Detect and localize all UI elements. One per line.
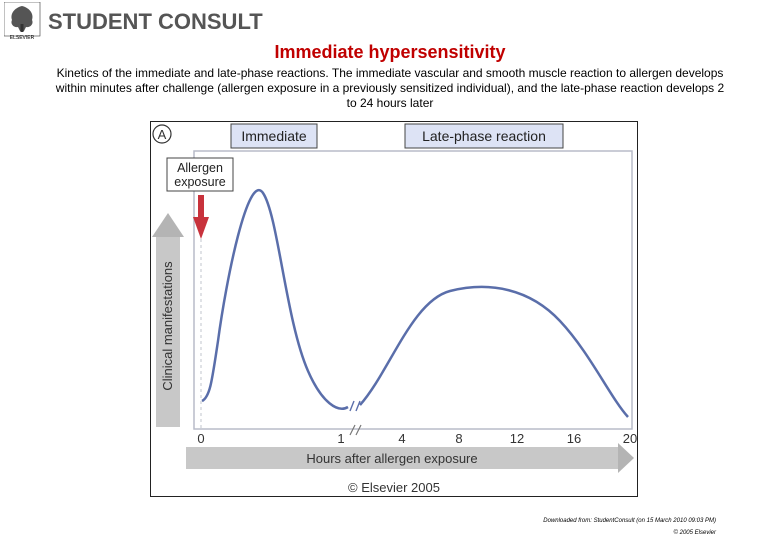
x-tick-label: 1 <box>337 431 345 446</box>
immediate-label <box>231 124 317 148</box>
late-phase-label <box>405 124 563 148</box>
svg-text:Late-phase reaction: Late-phase reaction <box>422 128 546 144</box>
x-tick-label: 20 <box>622 431 638 446</box>
svg-text:exposure: exposure <box>174 175 226 189</box>
x-axis-label: Hours after allergen exposure <box>306 451 478 466</box>
allergen-exposure-label <box>167 158 233 191</box>
hypersensitivity-kinetics-figure <box>150 121 638 497</box>
download-note: Downloaded from: StudentConsult (on 15 March 2010 09:03 PM) <box>543 518 716 524</box>
y-axis-label: Clinical manifestations <box>160 261 175 391</box>
publisher-mark: ELSEVIER <box>9 35 35 40</box>
x-tick-label: 12 <box>509 431 525 446</box>
logo-text: STUDENT CONSULT <box>48 9 263 34</box>
plot-area <box>194 151 632 429</box>
x-tick-label: 0 <box>197 431 205 446</box>
panel-label <box>153 125 171 143</box>
svg-text:Immediate: Immediate <box>241 128 307 144</box>
figure-copyright: © Elsevier 2005 <box>348 480 440 495</box>
svg-text:A: A <box>157 127 167 142</box>
slide-caption: Kinetics of the immediate and late-phase reactions. The immediate vascular and smooth muscle reaction to allergen develops within minutes after challenge (allergen exposure in a previously sensitized individual), and the late-phase reaction develops 2 to 24 hours later <box>55 66 725 110</box>
copyright-note: © 2005 Elsevier <box>673 530 716 536</box>
svg-text:Allergen: Allergen <box>177 161 223 175</box>
x-tick-label: 4 <box>398 431 406 446</box>
x-tick-label: 8 <box>455 431 463 446</box>
elsevier-tree-icon <box>4 2 40 36</box>
student-consult-logo <box>4 2 264 40</box>
x-tick-label: 16 <box>566 431 582 446</box>
slide-title: Immediate hypersensitivity <box>274 42 506 62</box>
